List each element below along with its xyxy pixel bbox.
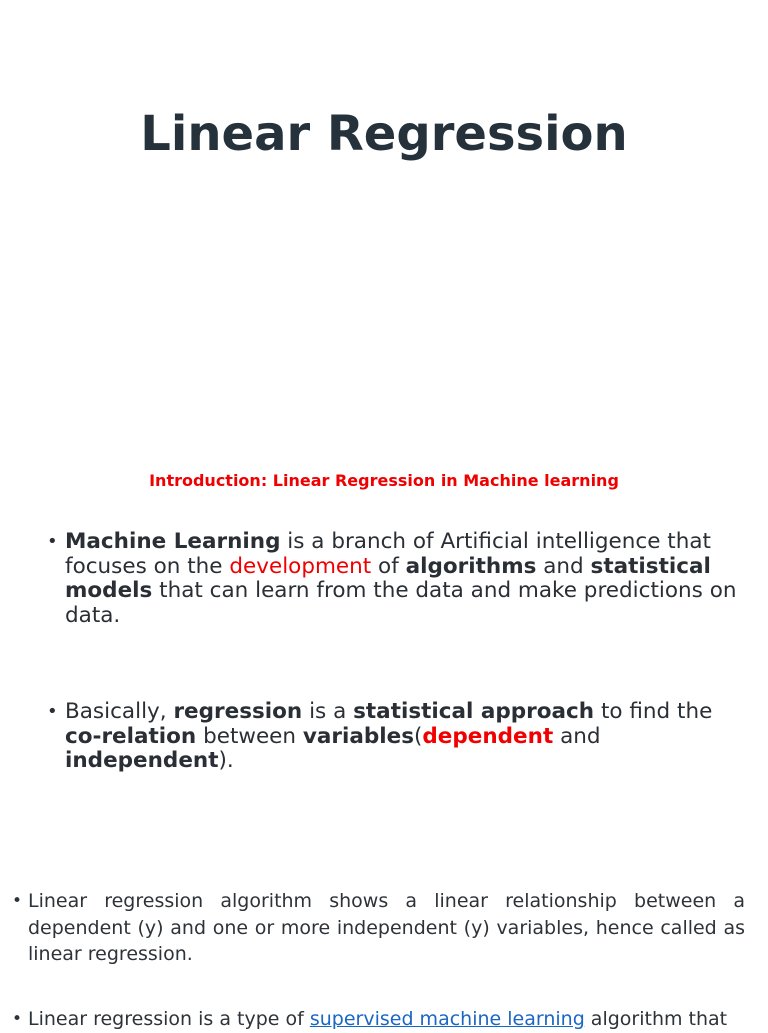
term-regression: regression	[173, 699, 303, 724]
term-co-relation: co-relation	[65, 723, 197, 749]
bullet-marker: •	[47, 531, 58, 552]
term-statistical-approach: statistical approach	[353, 699, 595, 724]
term-algorithms: algorithms	[405, 553, 537, 579]
text-span: (	[414, 723, 423, 749]
text-span: Basically,	[65, 699, 174, 724]
supervised-learning-link[interactable]: supervised machine learning	[309, 1008, 585, 1030]
term-machine-learning: Machine Learning	[65, 529, 281, 554]
intro-heading: Introduction: Linear Regression in Machine learning	[149, 471, 619, 490]
bullet-supervised-learning	[12, 1006, 745, 1033]
bullet-text: Linear regression algorithm shows a linear relationship between a dependent (y) and one or more independent (y) variables, hence called as linear regression.	[28, 890, 745, 965]
text-span: ).	[218, 748, 234, 773]
text-span: is a branch of Artificial intelligence that focuses on the	[65, 529, 711, 579]
bullet-marker: •	[12, 891, 23, 911]
text-span: is a	[302, 699, 354, 724]
term-development: development	[229, 553, 372, 579]
text-span: and	[536, 553, 591, 579]
text-span: of	[371, 553, 406, 579]
term-dependent: dependent	[422, 723, 554, 749]
term-independent: independent	[65, 748, 219, 773]
term-variables: variables	[302, 723, 415, 749]
bullet-machine-learning	[47, 529, 755, 628]
text-span: algorithm that	[584, 1008, 728, 1030]
text-span: and	[553, 723, 601, 749]
text-span: Linear regression is a type of	[28, 1008, 310, 1030]
bullet-linear-relationship	[12, 888, 745, 968]
bullet-regression	[47, 699, 755, 774]
bullet-marker: •	[47, 701, 58, 722]
bullet-marker: •	[12, 1009, 23, 1029]
text-span: that can learn from the data and make predictions on data.	[65, 578, 737, 628]
text-span: to find the	[594, 699, 713, 724]
term-statistical-models: statistical models	[65, 553, 711, 603]
page-title: Linear Regression	[140, 106, 628, 162]
text-span: between	[196, 723, 303, 749]
